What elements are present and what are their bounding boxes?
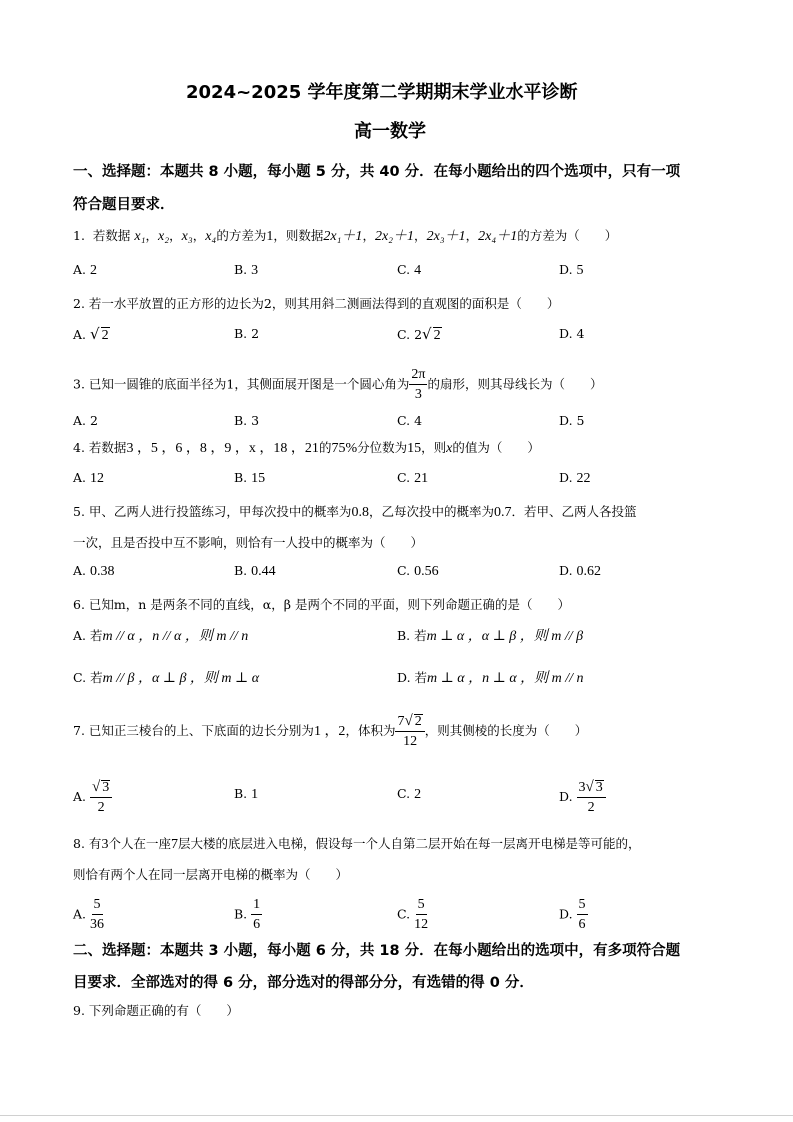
q5-option-c: C. 0.56 [397, 563, 439, 579]
q6-option-b: B. 若m ⊥ α ，α ⊥ β ，则 m // β [397, 628, 584, 644]
section-2-heading-line1: 二、选择题：本题共 3 小题，每小题 6 分，共 18 分．在每小题给出的选项中，有多项符合题 [73, 943, 681, 959]
q1-option-b: B. 3 [234, 262, 259, 278]
question-1: 1. 若数据 x₁，x₂，x₃，x₄的方差为1，则数据2x₁＋1，2x₂＋1，2x₃＋1，2x₄＋1的方差为（ ） [73, 228, 618, 244]
q8-option-b: B. $\frac{1}{6}$ [234, 897, 261, 932]
q7-option-d: D. $\frac{3√ 3}{2}$ [559, 780, 606, 815]
q2-option-d: D. 4 [559, 326, 585, 341]
q5-option-b: B. 0.44 [234, 563, 276, 579]
q4-option-b: B. 15 [234, 470, 266, 486]
q6-option-a: A. 若m // α ，n // α ，则 m // n [73, 628, 249, 644]
section-1-heading-line2: 符合题目要求． [73, 197, 175, 213]
q4-option-a: A. 12 [73, 470, 104, 486]
question-5: 5. 甲、乙两人进行投篮练习，甲每次投中的概率为0.8，乙每次投中的概率为0.7．若甲、乙两人各投篮 [73, 504, 637, 520]
q2-option-b: B. 2 [234, 326, 260, 341]
question-3: 3. 已知一圆锥的底面半径为1，其侧面展开图是一个圆心角为 $\frac{2\pi}{3}$ 的扇形，则其母线长为（ ） [73, 367, 603, 402]
q5-option-d: D. 0.62 [559, 563, 602, 579]
question-7: 7. 已知正三棱台的上、下底面的边长分别为1 ，2，体积为 $\frac{7√ 2}{12}$ ，则其侧棱的长度为（ ） [73, 713, 588, 749]
q3-option-b: B. 3 [234, 413, 260, 428]
question-5-line2: 一次，且是否投中互不影响，则恰有一人投中的概率为（ ） [73, 535, 424, 550]
section-1-heading-line1: 一、选择题：本题共 8 小题，每小题 5 分，共 40 分．在每小题给出的四个选项中，只有一项 [73, 164, 681, 180]
q8-option-d: D. $\frac{5}{6}$ [559, 897, 586, 932]
question-6: 6. 已知m，n 是两条不同的直线，α，β 是两个不同的平面，则下列命题正确的是（ ） [73, 597, 570, 612]
q1-option-c: C. 4 [397, 262, 422, 278]
question-4: 4. 若数据3 ，5 ，6 ，8 ，9 ，x ，18 ，21的75%分位数为15，则x的值为（ ） [73, 440, 540, 456]
q7-volume-fraction: $\frac{7√ 2}{12}$ [395, 714, 424, 749]
q2-option-a: A. √ 2 [73, 325, 109, 343]
q8-option-a: A. $\frac{5}{36}$ [73, 897, 104, 932]
exam-title: 2024~2025 学年度第二学期期末学业水平诊断 [186, 82, 578, 103]
q2-option-c: C. 2√ 2 [397, 325, 441, 343]
q5-option-a: A. 0.38 [73, 563, 115, 579]
q7-option-b: B. 1 [234, 786, 259, 802]
q4-option-c: C. 21 [397, 470, 429, 486]
q3-option-c: C. 4 [397, 413, 423, 428]
q7-option-c: C. 2 [397, 786, 422, 802]
question-9: 9. 下列命题正确的有（ ） [73, 1003, 239, 1018]
q1-option-d: D. 5 [559, 262, 584, 278]
q1-option-a: A. 2 [73, 262, 97, 278]
subject-title: 高一数学 [354, 121, 426, 142]
q3-option-d: D. 5 [559, 413, 585, 428]
question-8-line2: 则恰有两个人在同一层离开电梯的概率为（ ） [73, 867, 349, 882]
q7-option-a: A. $\frac{√ 3}{2}$ [73, 780, 112, 815]
q4-option-d: D. 22 [559, 470, 591, 486]
question-8: 8. 有3个人在一座7层大楼的底层进入电梯，假设每一个人自第二层开始在每一层离开电梯是等可能的， [73, 836, 641, 852]
q6-option-c: C. 若m // β ，α ⊥ β ，则 m ⊥ α [73, 670, 260, 686]
q6-option-d: D. 若m ⊥ α ，n ⊥ α ，则 m // n [397, 670, 584, 686]
q3-fraction: $\frac{2\pi}{3}$ [411, 367, 426, 402]
section-2-heading-line2: 目要求．全部选对的得 6 分，部分选对的得部分分，有选错的得 0 分． [73, 975, 534, 991]
q8-option-c: C. $\frac{5}{12}$ [397, 897, 429, 932]
page-bottom-divider [0, 1115, 793, 1116]
question-2: 2. 若一水平放置的正方形的边长为2，则其用斜二测画法得到的直观图的面积是（ ） [73, 296, 560, 311]
q3-option-a: A. 2 [73, 413, 98, 428]
